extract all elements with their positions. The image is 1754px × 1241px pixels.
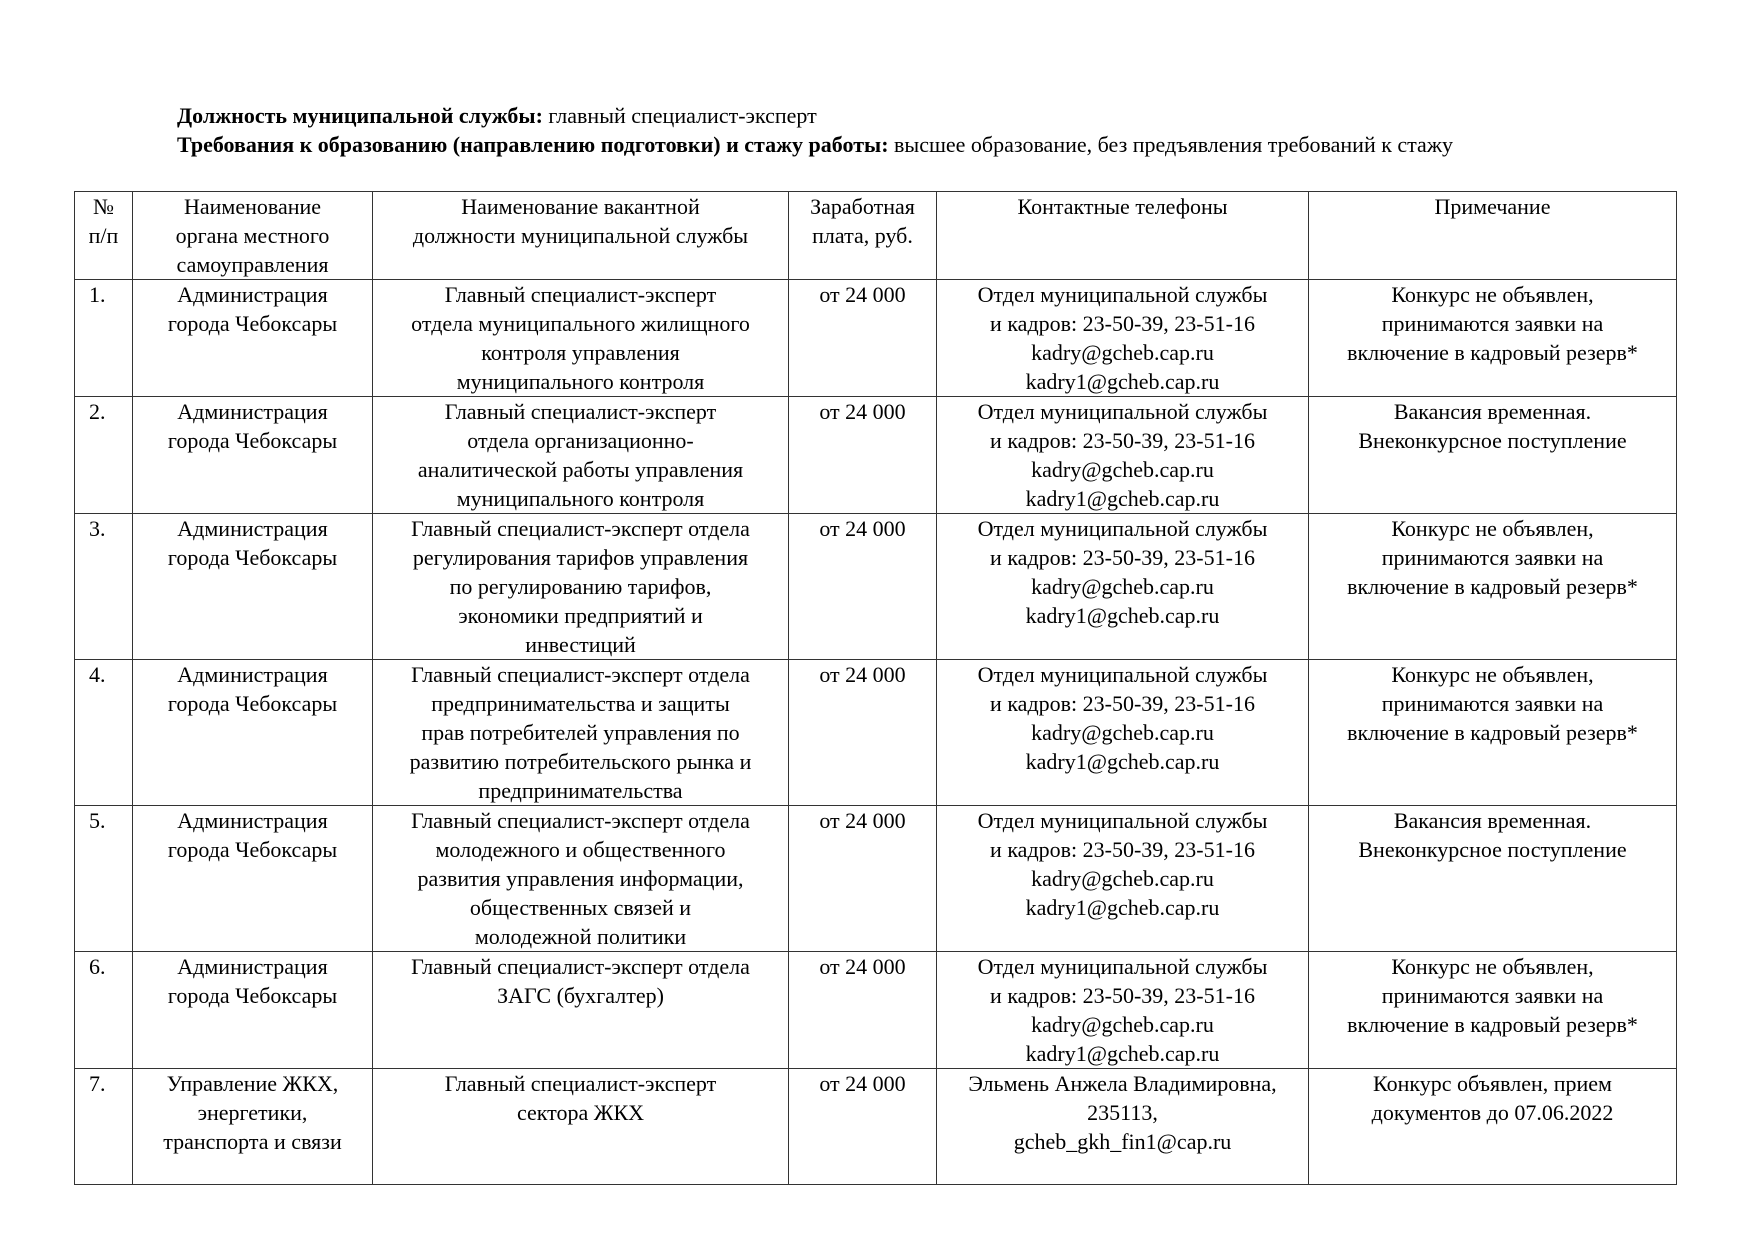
cell-text-line: молодежной политики [474,924,687,949]
cell-text-line: молодежного и общественного [435,837,726,862]
vacancies-table [74,191,1677,1185]
table-row [75,806,1677,952]
cell-text-line: Внеконкурсное поступление [1358,428,1627,453]
contacts-cell [937,806,1309,952]
cell-text-line: Внеконкурсное поступление [1358,837,1627,862]
cell-text-line: gcheb_gkh_fin1@cap.ru [1013,1129,1232,1154]
col-number-header [75,192,133,280]
cell-text-line: развитию потребительского рынка и [409,749,752,774]
cell-text-line: kadry@gcheb.cap.ru [1031,457,1214,482]
cell-text-line: Главный специалист-эксперт отдела [411,954,750,979]
col-organ-header [133,192,373,280]
header-text-line: Наименование [183,194,322,219]
row-number-cell: 1. [75,280,133,397]
cell-text-line: сектора ЖКХ [516,1100,645,1125]
cell-text-line: развития управления информации, [417,866,744,891]
header-text-line: плата, руб. [812,223,913,248]
cell-text-line: Администрация [177,516,328,541]
cell-text-line: и кадров: 23-50-39, 23-51-16 [990,545,1255,570]
cell-text-line: Администрация [177,399,328,424]
cell-text-line: Отдел муниципальной службы [977,282,1268,307]
cell-text-line: kadry@gcheb.cap.ru [1031,1012,1214,1037]
cell-text-line: предпринимательства [478,778,683,803]
organ-cell [133,1069,373,1185]
header-text-line: органа местного [175,223,330,248]
cell-text-line: Вакансия временная. [1393,399,1592,424]
header-text-line: Заработная [810,194,915,219]
cell-text-line: kadry1@gcheb.cap.ru [1025,749,1220,774]
col-contacts-header [937,192,1309,280]
salary-cell: от 24 000 [789,952,937,1069]
cell-text-line: kadry1@gcheb.cap.ru [1025,369,1220,394]
note-cell [1309,280,1677,397]
row-number-cell: 2. [75,397,133,514]
cell-text-line: Отдел муниципальной службы [977,808,1268,833]
contacts-cell [937,952,1309,1069]
cell-text-line: предпринимательства и защиты [431,691,730,716]
contacts-cell [937,514,1309,660]
cell-text-line: по регулированию тарифов, [449,574,712,599]
organ-cell [133,660,373,806]
position-cell [373,1069,789,1185]
row-number-cell: 6. [75,952,133,1069]
cell-text-line: включение в кадровый резерв* [1347,720,1638,745]
header-text-line: самоуправления [176,252,329,277]
table-row [75,660,1677,806]
cell-text-line: энергетики, [197,1100,308,1125]
table-row [75,397,1677,514]
cell-text-line: прав потребителей управления по [421,720,740,745]
cell-text-line: Конкурс не объявлен, [1391,662,1594,687]
cell-text-line: аналитической работы управления [417,457,744,482]
cell-text-line: Главный специалист-эксперт [444,1071,717,1096]
cell-text-line: kadry@gcheb.cap.ru [1031,720,1214,745]
cell-text-line: 235113, [1087,1100,1158,1125]
header-text-line: № [93,194,114,219]
cell-text-line: включение в кадровый резерв* [1347,574,1638,599]
header-text-line: должности муниципальной службы [412,223,749,248]
cell-text-line: документов до 07.06.2022 [1371,1100,1614,1125]
cell-text-line: транспорта и связи [163,1129,342,1154]
cell-text-line: Главный специалист-эксперт отдела [411,662,750,687]
organ-cell [133,514,373,660]
position-cell [373,397,789,514]
row-number-cell: 5. [75,806,133,952]
salary-cell: от 24 000 [789,280,937,397]
cell-text-line: регулирования тарифов управления [412,545,749,570]
position-cell [373,806,789,952]
col-note-header [1309,192,1677,280]
salary-cell: от 24 000 [789,806,937,952]
cell-text-line: Отдел муниципальной службы [977,399,1268,424]
cell-text-line: Эльмень Анжела Владимировна, [968,1071,1277,1096]
organ-cell [133,806,373,952]
cell-text-line: ЗАГС (бухгалтер) [497,983,664,1008]
cell-text-line: и кадров: 23-50-39, 23-51-16 [990,428,1255,453]
position-label: Должность муниципальной службы: [177,103,543,128]
cell-text-line: Главный специалист-эксперт отдела [411,808,750,833]
note-cell [1309,806,1677,952]
position-value: главный специалист-эксперт [542,103,817,128]
table-row [75,514,1677,660]
cell-text-line: города Чебоксары [167,428,338,453]
cell-text-line: контроля управления [481,340,680,365]
col-salary-header [789,192,937,280]
cell-text-line: Отдел муниципальной службы [977,662,1268,687]
cell-text-line: Управление ЖКХ, [166,1071,339,1096]
cell-text-line: инвестиций [525,632,636,657]
cell-text-line: города Чебоксары [167,983,338,1008]
salary-cell: от 24 000 [789,1069,937,1185]
document-header [177,101,1737,159]
requirements-value: высшее образование, без предъявления требований к стажу [888,132,1454,157]
row-number-cell: 7. [75,1069,133,1185]
cell-text-line: и кадров: 23-50-39, 23-51-16 [990,837,1255,862]
cell-text-line: города Чебоксары [167,691,338,716]
position-line [177,101,1737,130]
organ-cell [133,280,373,397]
position-cell [373,952,789,1069]
position-cell [373,514,789,660]
cell-text-line: Конкурс объявлен, прием [1373,1071,1612,1096]
position-cell [373,280,789,397]
cell-text-line: принимаются заявки на [1381,311,1604,336]
cell-text-line: kadry1@gcheb.cap.ru [1025,486,1220,511]
table-header-row [75,192,1677,280]
cell-text-line: общественных связей и [469,895,692,920]
col-position-header [373,192,789,280]
organ-cell [133,952,373,1069]
cell-text-line: включение в кадровый резерв* [1347,1012,1638,1037]
row-number-cell: 3. [75,514,133,660]
note-cell [1309,660,1677,806]
cell-text-line: Вакансия временная. [1393,808,1592,833]
cell-text-line: Главный специалист-эксперт [444,399,717,424]
cell-text-line: и кадров: 23-50-39, 23-51-16 [990,311,1255,336]
cell-text-line: Конкурс не объявлен, [1391,282,1594,307]
cell-text-line: kadry@gcheb.cap.ru [1031,574,1214,599]
salary-cell: от 24 000 [789,397,937,514]
organ-cell [133,397,373,514]
cell-text-line: Администрация [177,282,328,307]
table-row [75,1069,1677,1185]
salary-cell: от 24 000 [789,514,937,660]
cell-text-line: города Чебоксары [167,545,338,570]
requirements-label: Требования к образованию (направлению подготовки) и стажу работы: [177,132,889,157]
cell-text-line: экономики предприятий и [458,603,703,628]
header-text-line: п/п [88,223,119,248]
cell-text-line: муниципального контроля [456,486,705,511]
note-cell [1309,397,1677,514]
cell-text-line: Главный специалист-эксперт отдела [411,516,750,541]
cell-text-line: Отдел муниципальной службы [977,516,1268,541]
note-cell [1309,952,1677,1069]
salary-cell: от 24 000 [789,660,937,806]
cell-text-line: принимаются заявки на [1381,983,1604,1008]
cell-text-line: Конкурс не объявлен, [1391,954,1594,979]
cell-text-line: отдела организационно- [467,428,694,453]
contacts-cell [937,660,1309,806]
cell-text-line: и кадров: 23-50-39, 23-51-16 [990,691,1255,716]
contacts-cell [937,1069,1309,1185]
table-row [75,280,1677,397]
cell-text-line: Администрация [177,954,328,979]
cell-text-line: kadry1@gcheb.cap.ru [1025,603,1220,628]
header-text-line: Наименование вакантной [461,194,700,219]
cell-text-line: отдела муниципального жилищного [411,311,750,336]
cell-text-line: принимаются заявки на [1381,691,1604,716]
cell-text-line: города Чебоксары [167,311,338,336]
cell-text-line: муниципального контроля [456,369,705,394]
cell-text-line: kadry@gcheb.cap.ru [1031,340,1214,365]
cell-text-line: города Чебоксары [167,837,338,862]
cell-text-line: kadry1@gcheb.cap.ru [1025,1041,1220,1066]
cell-text-line: Главный специалист-эксперт [444,282,717,307]
note-cell [1309,1069,1677,1185]
cell-text-line: Отдел муниципальной службы [977,954,1268,979]
cell-text-line: Конкурс не объявлен, [1391,516,1594,541]
header-text-line: Примечание [1434,194,1551,219]
contacts-cell [937,397,1309,514]
row-number-cell: 4. [75,660,133,806]
cell-text-line: kadry@gcheb.cap.ru [1031,866,1214,891]
header-text-line: Контактные телефоны [1017,194,1228,219]
contacts-cell [937,280,1309,397]
position-cell [373,660,789,806]
cell-text-line: Администрация [177,662,328,687]
cell-text-line: и кадров: 23-50-39, 23-51-16 [990,983,1255,1008]
cell-text-line: включение в кадровый резерв* [1347,340,1638,365]
requirements-line [177,130,1737,159]
cell-text-line: Администрация [177,808,328,833]
cell-text-line: принимаются заявки на [1381,545,1604,570]
note-cell [1309,514,1677,660]
table-row [75,952,1677,1069]
cell-text-line: kadry1@gcheb.cap.ru [1025,895,1220,920]
